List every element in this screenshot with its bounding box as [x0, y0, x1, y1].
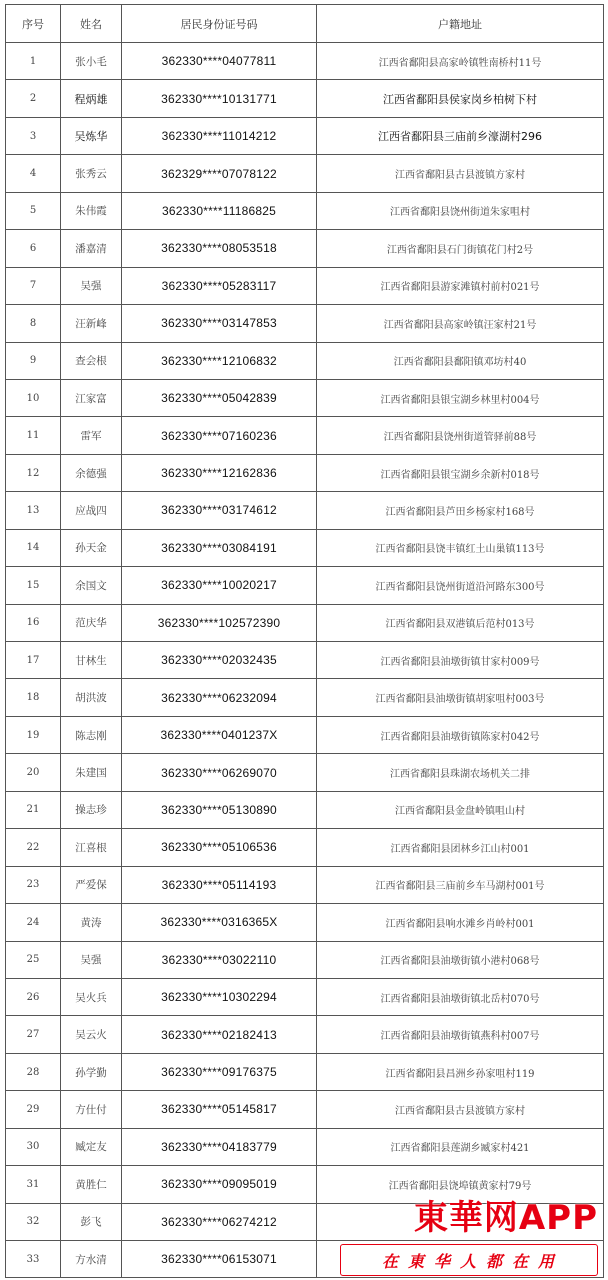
row-name: 江喜根 [61, 829, 122, 866]
row-address: 江西省鄱阳县饶州街道沿河路东300号 [317, 567, 604, 604]
header-name: 姓名 [61, 5, 122, 43]
row-seq: 12 [6, 454, 61, 491]
table-row [6, 1203, 604, 1240]
row-id-number: 362330****08053518 [122, 230, 317, 267]
row-seq: 29 [6, 1091, 61, 1128]
row-address: 江西省鄱阳县金盘岭镇咀山村 [317, 791, 604, 828]
row-address: 江西省鄱阳县饶丰镇红土山巢镇113号 [317, 529, 604, 566]
row-id-number: 362330****10131771 [122, 80, 317, 117]
row-id-number: 362330****07160236 [122, 417, 317, 454]
row-name: 查会根 [61, 342, 122, 379]
table-row [6, 454, 604, 491]
row-id-number: 362330****09176375 [122, 1053, 317, 1090]
table-row [6, 267, 604, 304]
table-row [6, 305, 604, 342]
row-seq: 4 [6, 155, 61, 192]
row-seq: 14 [6, 529, 61, 566]
row-name: 臧定友 [61, 1128, 122, 1165]
row-name: 方仕付 [61, 1091, 122, 1128]
table-row [6, 230, 604, 267]
row-name: 张秀云 [61, 155, 122, 192]
table-row [6, 529, 604, 566]
table-row [6, 754, 604, 791]
row-seq: 24 [6, 904, 61, 941]
row-seq: 19 [6, 716, 61, 753]
row-name: 孙天金 [61, 529, 122, 566]
row-address: 江西省鄱阳县饶埠镇黄家村79号 [317, 1166, 604, 1203]
row-name: 张小毛 [61, 43, 122, 80]
row-seq: 5 [6, 192, 61, 229]
row-address: 江西省鄱阳县石门街镇花门村2号 [317, 230, 604, 267]
row-name: 朱建国 [61, 754, 122, 791]
table-row [6, 1166, 604, 1203]
row-seq: 6 [6, 230, 61, 267]
table-row [6, 80, 604, 117]
row-address: 江西省鄱阳县古县渡镇方家村 [317, 155, 604, 192]
row-id-number: 362330****04183779 [122, 1128, 317, 1165]
row-seq: 21 [6, 791, 61, 828]
row-address: 江西省鄱阳县珠湖农场机关二排 [317, 754, 604, 791]
row-id-number: 362330****11014212 [122, 117, 317, 154]
row-id-number: 362330****10020217 [122, 567, 317, 604]
row-id-number: 362330****05130890 [122, 791, 317, 828]
row-seq: 7 [6, 267, 61, 304]
row-address: 江西省鄱阳县芦田乡杨家村168号 [317, 492, 604, 529]
row-name: 操志珍 [61, 791, 122, 828]
row-address: 江西省鄱阳县响水滩乡肖岭村001 [317, 904, 604, 941]
header-id-number: 居民身份证号码 [122, 5, 317, 43]
row-name: 雷军 [61, 417, 122, 454]
row-seq: 1 [6, 43, 61, 80]
row-seq: 10 [6, 379, 61, 416]
row-address: 江西省鄱阳县三庙前乡车马湖村001号 [317, 866, 604, 903]
table-row [6, 492, 604, 529]
table-row [6, 904, 604, 941]
table-row [6, 679, 604, 716]
row-seq: 2 [6, 80, 61, 117]
row-address: 江西省鄱阳县银宝湖乡余新村018号 [317, 454, 604, 491]
table-body [6, 43, 604, 1278]
row-address: 江西省鄱阳县双港镇后范村013号 [317, 604, 604, 641]
row-name: 范庆华 [61, 604, 122, 641]
row-address: 江西省鄱阳县油墩街镇甘家村009号 [317, 642, 604, 679]
table-row [6, 1128, 604, 1165]
row-id-number: 362330****06153071 [122, 1241, 317, 1278]
row-id-number: 362329****07078122 [122, 155, 317, 192]
row-seq: 9 [6, 342, 61, 379]
row-id-number: 362330****09095019 [122, 1166, 317, 1203]
row-id-number: 362330****04077811 [122, 43, 317, 80]
row-id-number: 362330****05145817 [122, 1091, 317, 1128]
row-seq: 27 [6, 1016, 61, 1053]
row-id-number: 362330****03084191 [122, 529, 317, 566]
row-name: 潘嘉清 [61, 230, 122, 267]
row-id-number: 362330****12162836 [122, 454, 317, 491]
row-name: 彭飞 [61, 1203, 122, 1240]
row-id-number: 362330****10302294 [122, 978, 317, 1015]
row-seq: 3 [6, 117, 61, 154]
row-address [317, 1241, 604, 1278]
table-row [6, 379, 604, 416]
row-seq: 28 [6, 1053, 61, 1090]
row-name: 余德强 [61, 454, 122, 491]
row-id-number: 362330****102572390 [122, 604, 317, 641]
table-row [6, 716, 604, 753]
header-address: 户籍地址 [317, 5, 604, 43]
row-address: 江西省鄱阳县古县渡镇方家村 [317, 1091, 604, 1128]
table-row [6, 43, 604, 80]
row-address: 江西省鄱阳县昌洲乡孙家咀村119 [317, 1053, 604, 1090]
row-address: 江西省鄱阳县团林乡江山村001 [317, 829, 604, 866]
row-address: 江西省鄱阳县侯家岗乡柏树下村 [317, 80, 604, 117]
row-id-number: 362330****05106536 [122, 829, 317, 866]
row-seq: 22 [6, 829, 61, 866]
row-address [317, 1203, 604, 1240]
row-id-number: 362330****0401237X [122, 716, 317, 753]
row-name: 陈志刚 [61, 716, 122, 753]
row-address: 江西省鄱阳县油墩街镇北岳村070号 [317, 978, 604, 1015]
row-name: 余国文 [61, 567, 122, 604]
row-seq: 26 [6, 978, 61, 1015]
row-name: 吴云火 [61, 1016, 122, 1053]
row-seq: 20 [6, 754, 61, 791]
row-name: 吴强 [61, 267, 122, 304]
row-seq: 15 [6, 567, 61, 604]
table-row [6, 604, 604, 641]
row-address: 江西省鄱阳县游家滩镇村前村021号 [317, 267, 604, 304]
row-seq: 31 [6, 1166, 61, 1203]
row-id-number: 362330****05283117 [122, 267, 317, 304]
row-seq: 32 [6, 1203, 61, 1240]
row-address: 江西省鄱阳县莲湖乡臧家村421 [317, 1128, 604, 1165]
row-address: 江西省鄱阳县银宝湖乡林里村004号 [317, 379, 604, 416]
table-row [6, 642, 604, 679]
row-id-number: 362330****02032435 [122, 642, 317, 679]
row-seq: 30 [6, 1128, 61, 1165]
row-name: 甘林生 [61, 642, 122, 679]
row-id-number: 362330****05114193 [122, 866, 317, 903]
row-id-number: 362330****03022110 [122, 941, 317, 978]
row-name: 程炳雄 [61, 80, 122, 117]
header-seq: 序号 [6, 5, 61, 43]
row-name: 江家富 [61, 379, 122, 416]
row-address: 江西省鄱阳县高家岭镇汪家村21号 [317, 305, 604, 342]
table-row [6, 1241, 604, 1278]
table-row [6, 117, 604, 154]
table-row [6, 417, 604, 454]
row-seq: 25 [6, 941, 61, 978]
row-seq: 33 [6, 1241, 61, 1278]
watermark-brand: 東華网APP [413, 1198, 598, 1238]
table-row [6, 978, 604, 1015]
table-row [6, 342, 604, 379]
row-name: 严爱保 [61, 866, 122, 903]
row-seq: 16 [6, 604, 61, 641]
row-name: 吴强 [61, 941, 122, 978]
table-row [6, 866, 604, 903]
table-row [6, 567, 604, 604]
table-row [6, 941, 604, 978]
row-name: 孙学勤 [61, 1053, 122, 1090]
row-name: 朱伟霞 [61, 192, 122, 229]
row-id-number: 362330****12106832 [122, 342, 317, 379]
row-address: 江西省鄱阳县油墩街镇燕科村007号 [317, 1016, 604, 1053]
row-address: 江西省鄱阳县饶州街道管驿前88号 [317, 417, 604, 454]
row-seq: 18 [6, 679, 61, 716]
row-id-number: 362330****05042839 [122, 379, 317, 416]
row-id-number: 362330****02182413 [122, 1016, 317, 1053]
row-id-number: 362330****0316365X [122, 904, 317, 941]
watermark-slogan: 在東华人都在用 [381, 1251, 564, 1271]
row-id-number: 362330****06269070 [122, 754, 317, 791]
row-name: 黄涛 [61, 904, 122, 941]
table-row [6, 1016, 604, 1053]
row-name: 胡洪波 [61, 679, 122, 716]
table-row [6, 155, 604, 192]
row-name: 应战四 [61, 492, 122, 529]
row-id-number: 362330****03147853 [122, 305, 317, 342]
row-name: 黄胜仁 [61, 1166, 122, 1203]
row-address: 江西省鄱阳县油墩街镇胡家咀村003号 [317, 679, 604, 716]
row-name: 汪新峰 [61, 305, 122, 342]
row-name: 吴火兵 [61, 978, 122, 1015]
row-id-number: 362330****03174612 [122, 492, 317, 529]
person-table [5, 4, 604, 1278]
row-id-number: 362330****06232094 [122, 679, 317, 716]
row-seq: 13 [6, 492, 61, 529]
row-id-number: 362330****11186825 [122, 192, 317, 229]
table-header-row [6, 5, 604, 43]
row-id-number: 362330****06274212 [122, 1203, 317, 1240]
row-address: 江西省鄱阳县鄱阳镇邓坊村40 [317, 342, 604, 379]
table-row [6, 829, 604, 866]
row-name: 吴炼华 [61, 117, 122, 154]
table-row [6, 791, 604, 828]
row-address: 江西省鄱阳县油墩街镇陈家村042号 [317, 716, 604, 753]
row-address: 江西省鄱阳县饶州街道朱家咀村 [317, 192, 604, 229]
table-row [6, 1091, 604, 1128]
row-seq: 23 [6, 866, 61, 903]
row-seq: 8 [6, 305, 61, 342]
row-address: 江西省鄱阳县高家岭镇牲南桥村11号 [317, 43, 604, 80]
row-name: 方水清 [61, 1241, 122, 1278]
row-address: 江西省鄱阳县油墩街镇小港村068号 [317, 941, 604, 978]
table-row [6, 192, 604, 229]
row-seq: 11 [6, 417, 61, 454]
row-seq: 17 [6, 642, 61, 679]
table-row [6, 1053, 604, 1090]
row-address: 江西省鄱阳县三庙前乡濠湖村296 [317, 117, 604, 154]
